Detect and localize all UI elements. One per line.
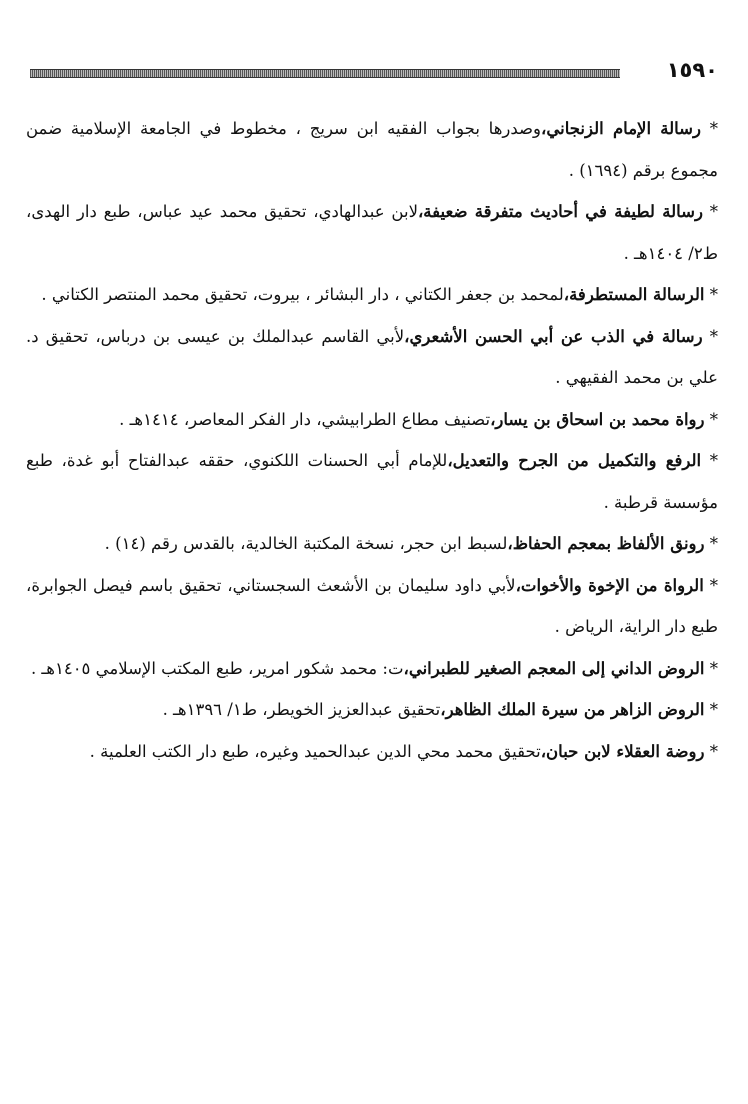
bibliography-entry [26,523,718,565]
entry-marker: * [709,326,719,346]
entry-description: لمحمد بن جعفر الكتاني ، دار البشائر ، بيروت، تحقيق محمد المنتصر الكتاني . [41,285,564,304]
entry-description: لأبي القاسم عبدالملك بن عيسى بن درباس، تحقيق د. علي بن محمد الفقيهي . [26,326,718,387]
page-header [30,58,720,86]
entry-marker: * [709,741,718,761]
entry-description: ت: محمد شكور امرير، طبع المكتب الإسلامي ١٤٠٥هـ . [30,658,404,678]
entry-title: رسالة لطيفة في أحاديث متفرقة ضعيفة، [417,202,703,221]
entry-title: الرواة من الإخوة والأخوات، [515,575,704,595]
entry-title: الروض الداني إلى المعجم الصغير للطبراني، [403,658,705,678]
entry-description: وصدرها بجواب الفقيه ابن سريج ، مخطوط في الجامعة الإسلامية ضمن مجموع برقم (١٦٩٤) . [26,119,718,180]
bibliography-entry [26,440,718,523]
entry-description: لابن عبدالهادي، تحقيق محمد عيد عباس، طبع دار الهدى، ط٢/ ١٤٠٤هـ . [26,202,718,263]
entry-marker: * [709,409,718,429]
entry-marker: * [709,119,718,138]
entry-description: تصنيف مطاع الطرابيشي، دار الفكر المعاصر، ١٤١٤هـ . [119,409,491,429]
bibliography-entry [26,108,718,191]
entry-title: الروض الزاهر من سيرة الملك الظاهر، [440,700,705,719]
header-rule [30,69,620,78]
bibliography-list [26,108,718,772]
entry-marker: * [709,700,718,719]
entry-description: لأبي داود سليمان بن الأشعث السجستاني، تحقيق باسم فيصل الجوابرة، طبع دار الراية، الرياض . [26,575,718,636]
entry-marker: * [709,534,718,553]
entry-marker: * [709,285,718,304]
entry-title: روضة العقلاء لابن حبان، [540,741,705,761]
bibliography-entry [26,648,718,690]
bibliography-entry [26,689,718,731]
entry-title: رسالة الإمام الزنجاني، [541,119,701,138]
entry-marker: * [709,575,718,595]
entry-description: تحقيق عبدالعزيز الخويطر، ط١/ ١٣٩٦هـ . [162,700,441,719]
page-number: ١٥٩٠ [666,58,718,82]
entry-description: تحقيق محمد محي الدين عبدالحميد وغيره، طبع دار الكتب العلمية . [89,741,541,761]
entry-title: الرفع والتكميل من الجرح والتعديل، [447,451,702,470]
bibliography-entry [26,731,718,773]
entry-description: لسبط ابن حجر، نسخة المكتبة الخالدية، بالقدس رقم (١٤) . [104,534,508,553]
bibliography-entry [26,274,718,316]
bibliography-entry [26,399,718,441]
entry-title: رواة محمد بن اسحاق بن يسار، [490,409,705,429]
entry-marker: * [709,202,718,221]
entry-title: رونق الألفاظ بمعجم الحفاظ، [507,534,705,553]
bibliography-entry [26,316,718,399]
entry-description: للإمام أبي الحسنات اللكنوي، حققه عبدالفتاح أبو غدة، طبع مؤسسة قرطبة . [26,451,718,512]
entry-title: رسالة في الذب عن أبي الحسن الأشعري، [404,326,703,346]
entry-marker: * [709,658,718,678]
bibliography-entry [26,191,718,274]
entry-title: الرسالة المستطرفة، [563,285,705,304]
bibliography-entry [26,565,718,648]
entry-marker: * [709,451,718,470]
